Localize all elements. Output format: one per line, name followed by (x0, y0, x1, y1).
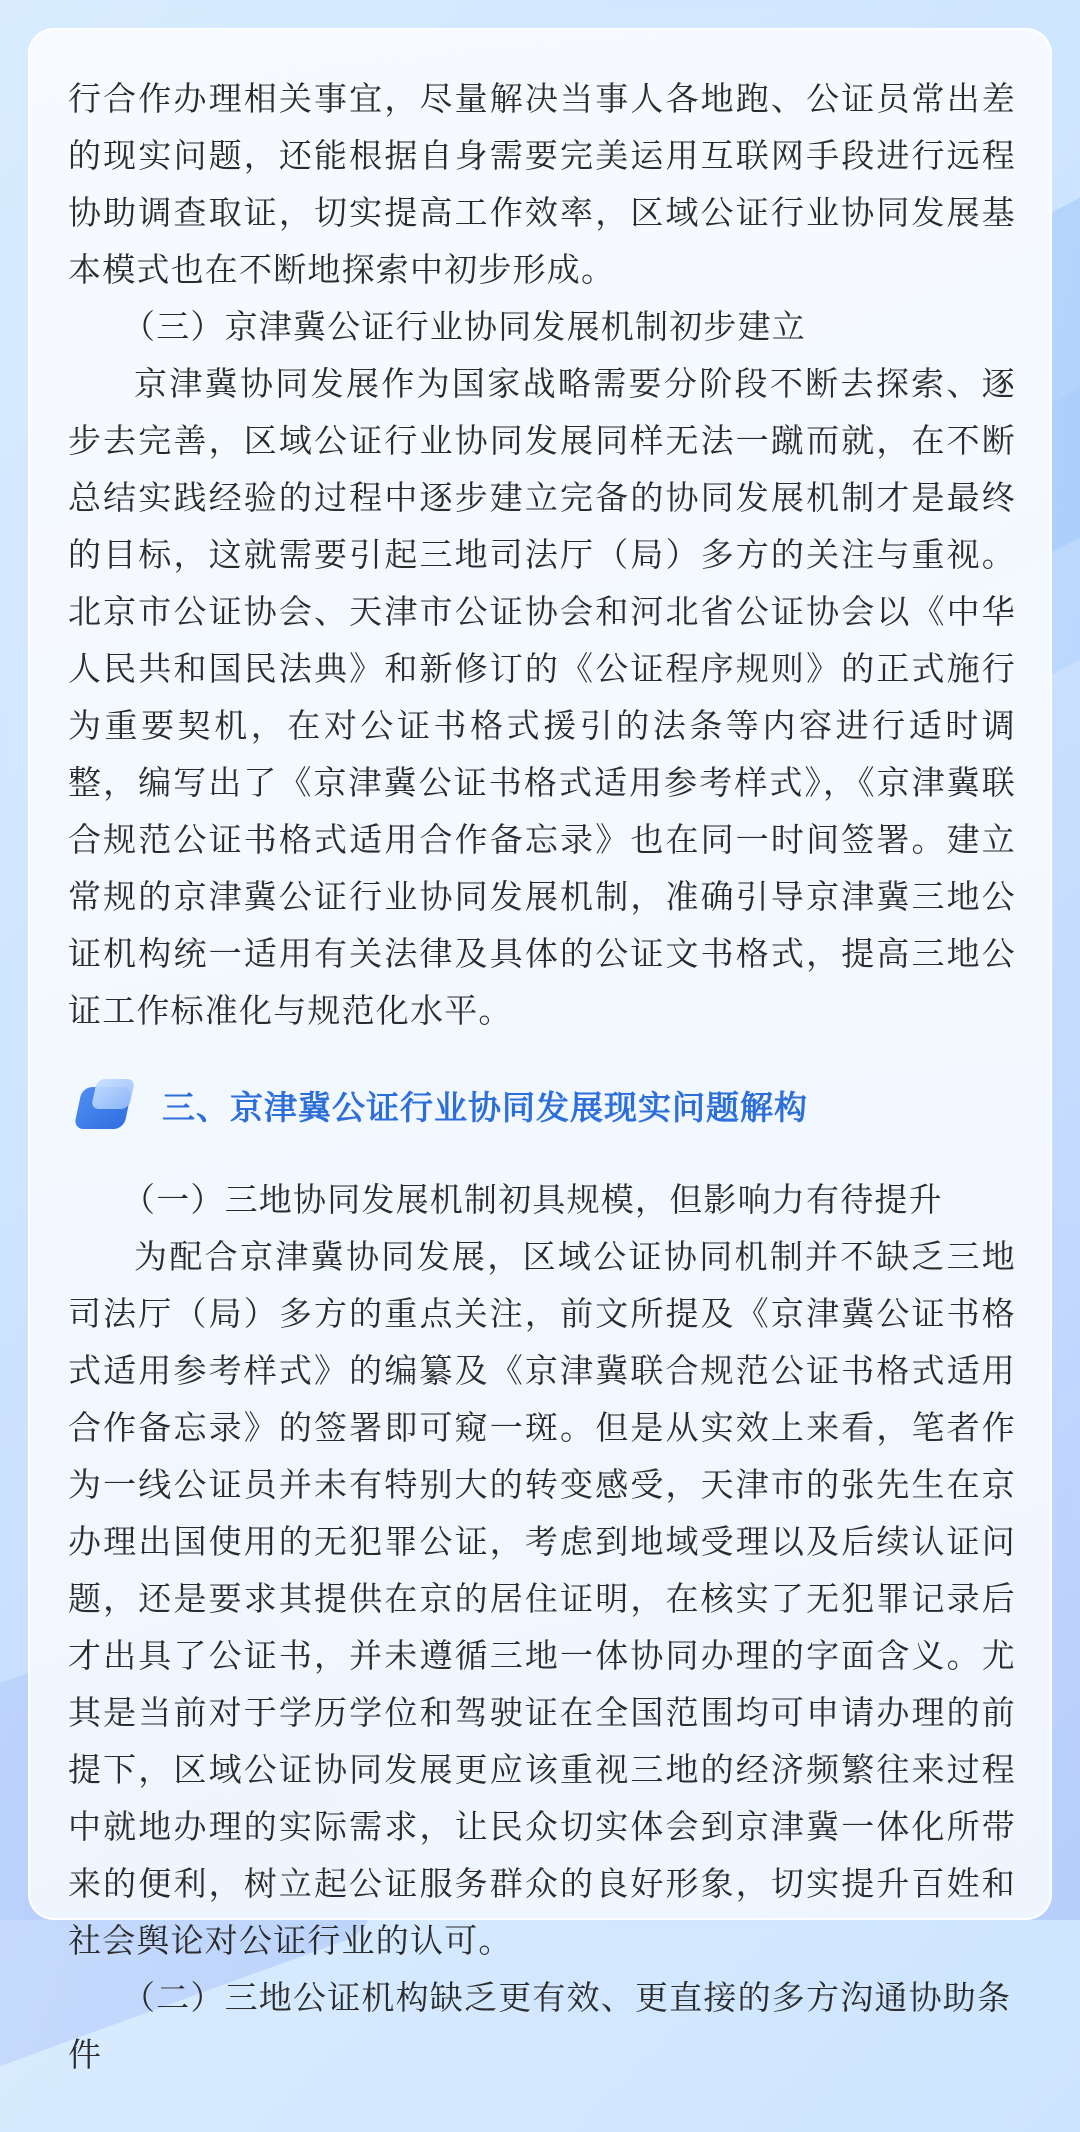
stacked-cards-icon (74, 1079, 132, 1131)
section-heading (68, 1073, 1016, 1137)
paragraph-influence: 为配合京津冀协同发展，区域公证协同机制并不缺乏三地司法厅（局）多方的重点关注，前文所提及《京津冀公证书格式适用参考样式》的编纂及《京津冀联合规范公证书格式适用合作备忘录》的签署即可窥一斑。但是从实效上来看，笔者作为一线公证员并未有特别大的转变感受，天津市的张先生在京办理出国使用的无犯罪公证，考虑到地域受理以及后续认证问题，还是要求其提供在京的居住证明，在核实了无犯罪记录后才出具了公证书，并未遵循三地一体协同办理的字面含义。尤其是当前对于学历学位和驾驶证在全国范围均可申请办理的前提下，区域公证协同发展更应该重视三地的经济频繁往来过程中就地办理的实际需求，让民众切实体会到京津冀一体化所带来的便利，树立起公证服务群众的良好形象，切实提升百姓和社会舆论对公证行业的认可。 (68, 1237, 1016, 1960)
subheading-2: （二）三地公证机构缺乏更有效、更直接的多方沟通协助条件 (68, 1978, 1012, 2074)
subheading-3: （三）京津冀公证行业协同发展机制初步建立 (122, 307, 806, 346)
section-title: 三、京津冀公证行业协同发展现实问题解构 (162, 1087, 808, 1127)
article-card (28, 28, 1052, 2074)
paragraph-mechanism: 京津冀协同发展作为国家战略需要分阶段不断去探索、逐步去完善，区域公证行业协同发展同样无法一蹴而就，在不断总结实践经验的过程中逐步建立完备的协同发展机制才是最终的目标，这就需要引起三地司法厅（局）多方的关注与重视。北京市公证协会、天津市公证协会和河北省公证协会以《中华人民共和国民法典》和新修订的《公证程序规则》的正式施行为重要契机，在对公证书格式援引的法条等内容进行适时调整，编写出了《京津冀公证书格式适用参考样式》，《京津冀联合规范公证书格式适用合作备忘录》也在同一时间签署。建立常规的京津冀公证行业协同发展机制，准确引导京津冀三地公证机构统一适用有关法律及具体的公证文书格式，提高三地公证工作标准化与规范化水平。 (68, 364, 1016, 1030)
paragraph-continuation: 行合作办理相关事宜，尽量解决当事人各地跑、公证员常出差的现实问题，还能根据自身需要完美运用互联网手段进行远程协助调查取证，切实提高工作效率，区域公证行业协同发展基本模式也在不断地探索中初步形成。 (68, 79, 1016, 289)
subheading-1: （一）三地协同发展机制初具规模，但影响力有待提升 (122, 1180, 943, 1219)
